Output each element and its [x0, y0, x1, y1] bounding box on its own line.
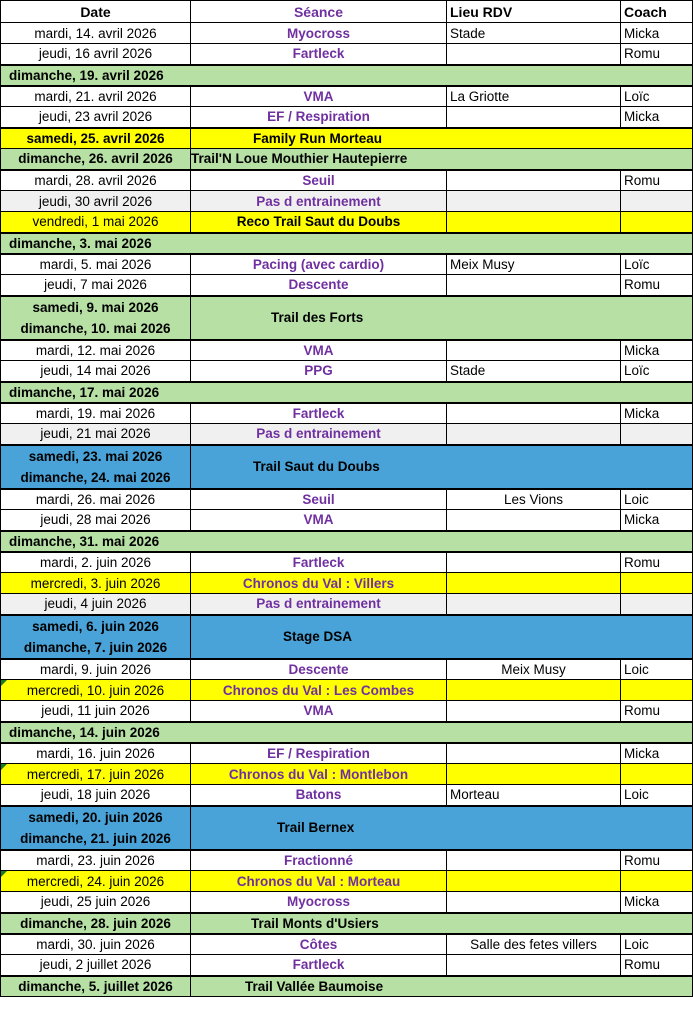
table-row: [1, 191, 693, 212]
lieu-cell[interactable]: [447, 955, 621, 976]
event-cell[interactable]: Trail Saut du Doubs: [191, 445, 693, 489]
coach-cell[interactable]: Romu: [621, 552, 693, 573]
seance-cell[interactable]: Seuil: [191, 170, 447, 191]
coach-cell[interactable]: Micka: [621, 403, 693, 424]
seance-cell[interactable]: Fartleck: [191, 403, 447, 424]
weekend-event-row: [1, 296, 693, 340]
seance-cell[interactable]: Myocross: [191, 892, 447, 913]
sunday-row: [1, 531, 693, 552]
date-line-sunday: dimanche, 10. mai 2026: [20, 320, 171, 336]
sunday-cell[interactable]: dimanche, 3. mai 2026: [1, 233, 693, 254]
date-cell[interactable]: jeudi, 30 avril 2026: [1, 191, 191, 212]
date-line-saturday: samedi, 23. mai 2026: [28, 448, 163, 464]
coach-cell[interactable]: Romu: [621, 170, 693, 191]
sunday-cell[interactable]: dimanche, 14. juin 2026: [1, 722, 693, 743]
coach-cell[interactable]: Loic: [621, 785, 693, 806]
coach-cell[interactable]: [621, 871, 693, 892]
date-cell[interactable]: mercredi, 3. juin 2026: [1, 573, 191, 594]
weekend-event-row: [1, 806, 693, 850]
seance-cell[interactable]: Descente: [191, 275, 447, 296]
lieu-cell[interactable]: [447, 764, 621, 785]
lieu-cell[interactable]: [447, 680, 621, 701]
lieu-cell[interactable]: Stade: [447, 361, 621, 382]
table-row: [1, 955, 693, 976]
seance-cell[interactable]: EF / Respiration: [191, 107, 447, 128]
coach-cell[interactable]: Micka: [621, 23, 693, 44]
header-seance[interactable]: Séance: [191, 1, 447, 23]
lieu-cell[interactable]: [447, 191, 621, 212]
date-cell[interactable]: mardi, 9. juin 2026: [1, 659, 191, 680]
seance-cell[interactable]: Fartleck: [191, 44, 447, 65]
table-row: [1, 892, 693, 913]
lieu-cell[interactable]: [447, 594, 621, 615]
date-cell[interactable]: samedi, 25. avril 2026: [1, 128, 191, 149]
sunday-cell[interactable]: dimanche, 31. mai 2026: [1, 531, 693, 552]
lieu-cell[interactable]: [447, 44, 621, 65]
coach-cell[interactable]: Micka: [621, 892, 693, 913]
date-cell[interactable]: mardi, 19. mai 2026: [1, 403, 191, 424]
seance-cell[interactable]: Fartleck: [191, 552, 447, 573]
coach-cell[interactable]: Micka: [621, 107, 693, 128]
lieu-cell[interactable]: Morteau: [447, 785, 621, 806]
lieu-cell[interactable]: [447, 850, 621, 871]
seance-cell[interactable]: Chronos du Val : Morteau: [191, 871, 447, 892]
sunday-row: [1, 233, 693, 254]
date-cell[interactable]: mardi, 16. juin 2026: [1, 743, 191, 764]
lieu-cell[interactable]: Meix Musy: [447, 254, 621, 275]
seance-cell[interactable]: VMA: [191, 701, 447, 722]
lieu-cell[interactable]: [447, 510, 621, 531]
date-cell[interactable]: dimanche, 28. juin 2026: [1, 913, 191, 934]
event-cell[interactable]: Trail Bernex: [191, 806, 693, 850]
event-cell[interactable]: Stage DSA: [191, 615, 693, 659]
coach-cell[interactable]: Loic: [621, 659, 693, 680]
date-cell[interactable]: jeudi, 21 mai 2026: [1, 424, 191, 445]
table-row: [1, 743, 693, 764]
seance-cell[interactable]: Myocross: [191, 23, 447, 44]
lieu-cell[interactable]: [447, 701, 621, 722]
lieu-cell[interactable]: [447, 424, 621, 445]
table-row: [1, 552, 693, 573]
seance-cell[interactable]: Fractionné: [191, 850, 447, 871]
seance-cell[interactable]: VMA: [191, 510, 447, 531]
lieu-cell[interactable]: [447, 212, 621, 233]
lieu-cell[interactable]: [447, 552, 621, 573]
table-row: [1, 254, 693, 275]
table-row: [1, 107, 693, 128]
seance-cell[interactable]: VMA: [191, 340, 447, 361]
seance-cell[interactable]: Pas d entrainement: [191, 424, 447, 445]
coach-cell[interactable]: Micka: [621, 510, 693, 531]
coach-cell[interactable]: Romu: [621, 44, 693, 65]
coach-cell[interactable]: Romu: [621, 850, 693, 871]
coach-cell[interactable]: [621, 212, 693, 233]
table-row: [1, 86, 693, 107]
coach-cell[interactable]: [621, 594, 693, 615]
header-coach[interactable]: Coach: [621, 1, 693, 23]
date-cell[interactable]: mercredi, 17. juin 2026: [1, 764, 191, 785]
table-row: [1, 764, 693, 785]
seance-cell[interactable]: Pas d entrainement: [191, 594, 447, 615]
seance-cell[interactable]: Côtes: [191, 934, 447, 955]
date-line-sunday: dimanche, 7. juin 2026: [23, 639, 168, 655]
sunday-row: [1, 382, 693, 403]
date-cell[interactable]: mardi, 5. mai 2026: [1, 254, 191, 275]
date-cell[interactable]: mardi, 23. juin 2026: [1, 850, 191, 871]
date-cell[interactable]: mardi, 12. mai 2026: [1, 340, 191, 361]
table-row: [1, 701, 693, 722]
seance-cell[interactable]: Chronos du Val : Les Combes: [191, 680, 447, 701]
table-row: [1, 934, 693, 955]
coach-cell[interactable]: Romu: [621, 955, 693, 976]
seance-cell[interactable]: Chronos du Val : Montlebon: [191, 764, 447, 785]
lieu-cell[interactable]: Salle des fetes villers: [447, 934, 621, 955]
seance-cell[interactable]: Batons: [191, 785, 447, 806]
date-cell[interactable]: mardi, 21. avril 2026: [1, 86, 191, 107]
seance-cell[interactable]: VMA: [191, 86, 447, 107]
coach-cell[interactable]: Loïc: [621, 361, 693, 382]
date-cell[interactable]: jeudi, 18 juin 2026: [1, 785, 191, 806]
header-date[interactable]: Date: [1, 1, 191, 23]
coach-cell[interactable]: Loic: [621, 934, 693, 955]
table-row: [1, 275, 693, 296]
event-cell[interactable]: Family Run Morteau: [191, 128, 693, 149]
table-row: [1, 44, 693, 65]
table-row: [1, 659, 693, 680]
date-cell[interactable]: [1, 806, 191, 850]
coach-cell[interactable]: [621, 680, 693, 701]
lieu-cell[interactable]: [447, 573, 621, 594]
seance-cell[interactable]: Seuil: [191, 489, 447, 510]
coach-cell[interactable]: [621, 424, 693, 445]
coach-cell[interactable]: Loïc: [621, 254, 693, 275]
lieu-cell[interactable]: Meix Musy: [447, 659, 621, 680]
seance-cell[interactable]: Reco Trail Saut du Doubs: [191, 212, 447, 233]
date-cell[interactable]: [1, 615, 191, 659]
event-cell[interactable]: Trail des Forts: [191, 296, 693, 340]
date-cell[interactable]: jeudi, 28 mai 2026: [1, 510, 191, 531]
table-row: [1, 361, 693, 382]
date-line-saturday: samedi, 20. juin 2026: [28, 809, 163, 825]
event-row: [1, 128, 693, 149]
lieu-cell[interactable]: [447, 871, 621, 892]
date-cell[interactable]: [1, 445, 191, 489]
date-cell[interactable]: mercredi, 24. juin 2026: [1, 871, 191, 892]
date-cell[interactable]: [1, 296, 191, 340]
sunday-row: [1, 65, 693, 86]
seance-cell[interactable]: EF / Respiration: [191, 743, 447, 764]
date-cell[interactable]: jeudi, 25 juin 2026: [1, 892, 191, 913]
coach-cell[interactable]: Micka: [621, 743, 693, 764]
table-row: [1, 680, 693, 701]
date-line-sunday: dimanche, 21. juin 2026: [20, 830, 171, 846]
lieu-cell[interactable]: La Griotte: [447, 86, 621, 107]
table-row: [1, 573, 693, 594]
date-cell[interactable]: mardi, 14. avril 2026: [1, 23, 191, 44]
seance-cell[interactable]: Pacing (avec cardio): [191, 254, 447, 275]
table-row: [1, 424, 693, 445]
lieu-cell[interactable]: Stade: [447, 23, 621, 44]
coach-cell[interactable]: Romu: [621, 701, 693, 722]
header-row: [1, 1, 693, 23]
date-cell[interactable]: mardi, 28. avril 2026: [1, 170, 191, 191]
lieu-cell[interactable]: [447, 170, 621, 191]
weekend-event-row: [1, 445, 693, 489]
lieu-cell[interactable]: [447, 403, 621, 424]
lieu-cell[interactable]: [447, 743, 621, 764]
header-lieu[interactable]: Lieu RDV: [447, 1, 621, 23]
table-row: [1, 871, 693, 892]
coach-cell[interactable]: Loic: [621, 489, 693, 510]
date-cell[interactable]: mardi, 2. juin 2026: [1, 552, 191, 573]
coach-cell[interactable]: Romu: [621, 275, 693, 296]
weekend-event-row: [1, 615, 693, 659]
seance-cell[interactable]: Chronos du Val : Villers: [191, 573, 447, 594]
lieu-cell[interactable]: [447, 340, 621, 361]
event-cell[interactable]: Trail Monts d'Usiers: [191, 913, 693, 934]
event-cell[interactable]: Trail Vallée Baumoise: [191, 976, 693, 997]
date-cell[interactable]: jeudi, 2 juillet 2026: [1, 955, 191, 976]
lieu-cell[interactable]: [447, 892, 621, 913]
coach-cell[interactable]: Loïc: [621, 86, 693, 107]
table-row: [1, 785, 693, 806]
coach-cell[interactable]: [621, 191, 693, 212]
table-row: [1, 594, 693, 615]
table-row: [1, 510, 693, 531]
date-cell[interactable]: jeudi, 11 juin 2026: [1, 701, 191, 722]
lieu-cell[interactable]: [447, 107, 621, 128]
lieu-cell[interactable]: Les Vions: [447, 489, 621, 510]
date-cell[interactable]: dimanche, 5. juillet 2026: [1, 976, 191, 997]
date-cell[interactable]: mardi, 26. mai 2026: [1, 489, 191, 510]
date-line-sunday: dimanche, 24. mai 2026: [20, 469, 171, 485]
date-cell[interactable]: jeudi, 14 mai 2026: [1, 361, 191, 382]
date-cell[interactable]: vendredi, 1 mai 2026: [1, 212, 191, 233]
table-row: [1, 23, 693, 44]
date-cell[interactable]: jeudi, 4 juin 2026: [1, 594, 191, 615]
seance-cell[interactable]: Pas d entrainement: [191, 191, 447, 212]
coach-cell[interactable]: Micka: [621, 340, 693, 361]
lieu-cell[interactable]: [447, 275, 621, 296]
table-row: [1, 850, 693, 871]
event-row: [1, 149, 693, 170]
table-row: [1, 340, 693, 361]
coach-cell[interactable]: [621, 764, 693, 785]
sunday-cell[interactable]: dimanche, 19. avril 2026: [1, 65, 693, 86]
sunday-row: [1, 722, 693, 743]
table-row: [1, 489, 693, 510]
date-cell[interactable]: jeudi, 16 avril 2026: [1, 44, 191, 65]
date-cell[interactable]: jeudi, 7 mai 2026: [1, 275, 191, 296]
seance-cell[interactable]: Descente: [191, 659, 447, 680]
date-cell[interactable]: mercredi, 10. juin 2026: [1, 680, 191, 701]
sunday-cell[interactable]: dimanche, 17. mai 2026: [1, 382, 693, 403]
table-row: [1, 170, 693, 191]
event-row: [1, 212, 693, 233]
event-row: [1, 913, 693, 934]
coach-cell[interactable]: [621, 573, 693, 594]
seance-cell[interactable]: PPG: [191, 361, 447, 382]
date-line-saturday: samedi, 9. mai 2026: [32, 299, 159, 315]
date-cell[interactable]: jeudi, 23 avril 2026: [1, 107, 191, 128]
table-row: [1, 403, 693, 424]
date-line-saturday: samedi, 6. juin 2026: [32, 618, 159, 634]
date-cell[interactable]: mardi, 30. juin 2026: [1, 934, 191, 955]
date-cell[interactable]: dimanche, 26. avril 2026: [1, 149, 191, 170]
event-row: [1, 976, 693, 997]
seance-cell[interactable]: Fartleck: [191, 955, 447, 976]
event-cell[interactable]: Trail'N Loue Mouthier Hautepierre: [191, 149, 693, 170]
